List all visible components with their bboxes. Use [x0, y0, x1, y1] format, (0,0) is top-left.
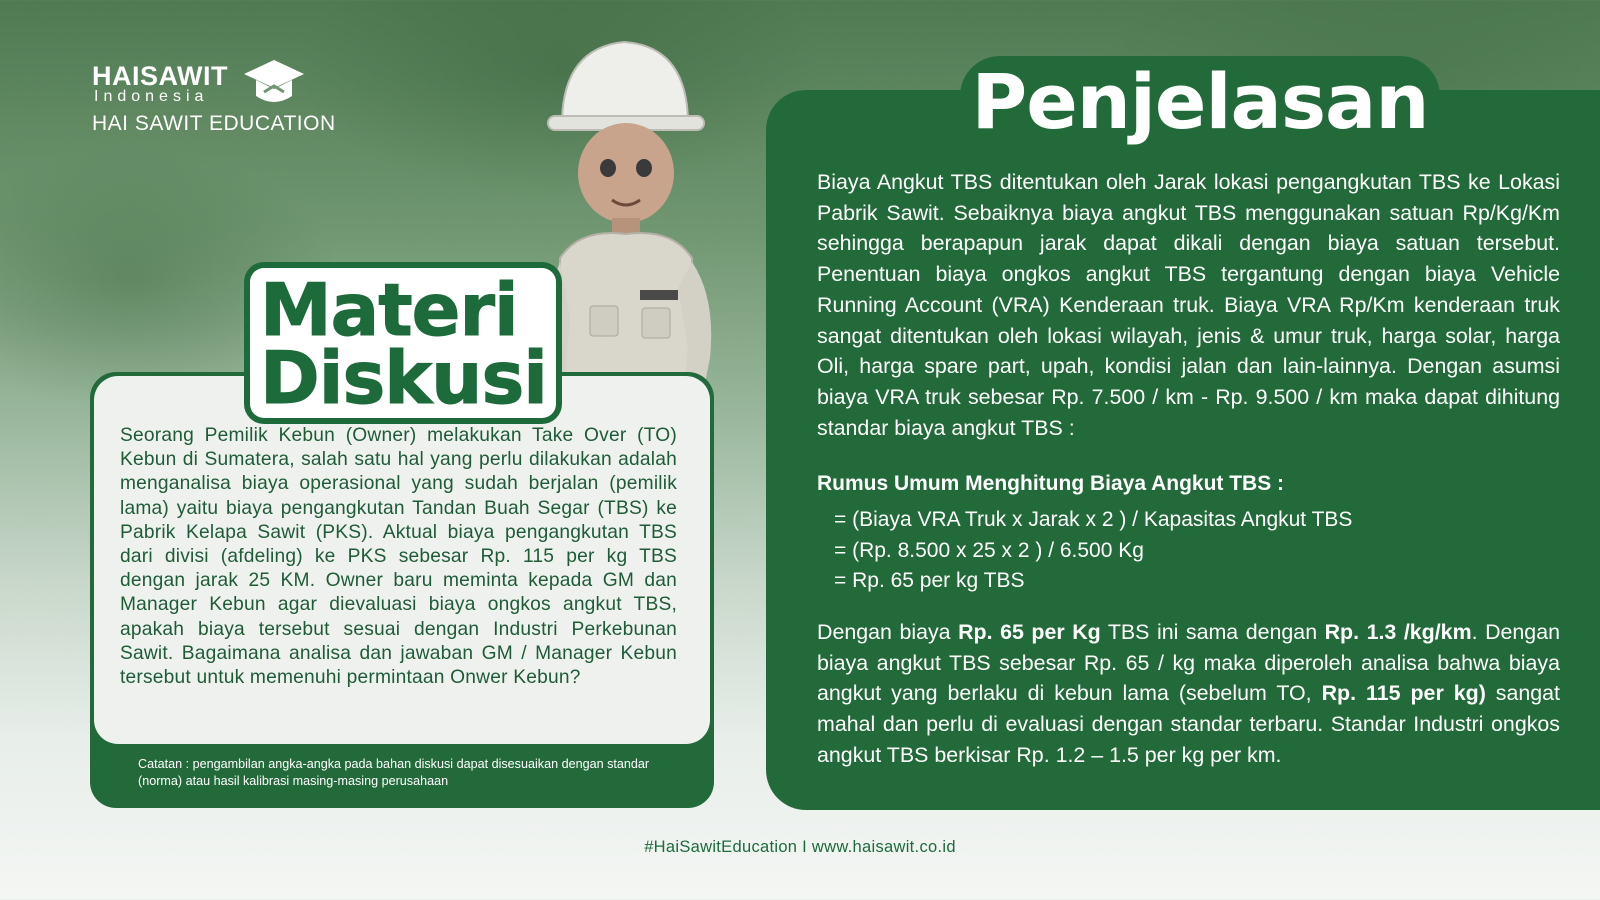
discussion-text: Seorang Pemilik Kebun (Owner) melakukan Take Over (TO) Kebun di Sumatera, salah satu hal yang perlu dilakukan adalah menganalisa biaya operasional yang sudah berjalan (pemilik lama) yaitu biaya pengangkutan Tandan Buah Segar (TBS) ke Pabrik Kelapa Sawit (PKS). Aktual biaya pengangkutan TBS dari divisi (afdeling) ke PKS sebesar Rp. 115 per kg TBS dengan jarak 25 KM. Owner baru meminta kepada GM dan Manager Kebun agar dievaluasi biaya ongkos angkut TBS, apakah biaya tersebut sesuai dengan Industri Perkebunan Sawit. Bagaimana analisa dan jawaban GM / Manager Kebun tersebut untuk memenuhi permintaan Onwer Kebun? [120, 425, 677, 689]
para2-text: TBS ini sama dengan [1100, 620, 1325, 644]
heading-materi-diskusi [260, 268, 547, 420]
heading-line-1: Materi [260, 268, 518, 352]
heading-line-2: Diskusi [260, 336, 547, 420]
graduation-cap-icon [242, 56, 306, 110]
formula-block [834, 505, 1352, 597]
formula-line: = (Biaya VRA Truk x Jarak x 2 ) / Kapasitas Angkut TBS [834, 508, 1353, 531]
formula-title: Rumus Umum Menghitung Biaya Angkut TBS : [817, 472, 1285, 495]
brand-edu: HAI SAWIT EDUCATION [92, 112, 336, 135]
para2-bold: Rp. 115 per kg) [1321, 681, 1486, 706]
brand-sub: Indonesia [94, 88, 209, 105]
brand-logo [92, 62, 336, 136]
explanation-paragraph-2 [817, 617, 1560, 771]
para2-bold: Rp. 65 per Kg [958, 620, 1101, 644]
para2-text: . Dengan biaya angkut TBS sebesar Rp. 65 / kg maka diperoleh analisa bahwa biaya angkut yang berlaku di kebun lama (sebelum TO, [817, 620, 1560, 706]
para2-bold: Rp. 1.3 /kg/km [1324, 620, 1472, 644]
brand-name: HAISAWIT [92, 61, 228, 91]
formula-line: = (Rp. 8.500 x 25 x 2 ) / 6.500 Kg [834, 538, 1144, 562]
para2-text: sangat mahal dan perlu di evaluasi dengan standar terbaru. Standar Industri ongkos angkut TBS berkisar Rp. 1.2 – 1.5 per kg per km. [817, 681, 1560, 767]
para2-text: Dengan biaya [817, 620, 959, 644]
footer-hashtag-url: #HaiSawitEducation I www.haisawit.co.id [644, 838, 956, 856]
discussion-note: Catatan : pengambilan angka-angka pada bahan diskusi dapat disesuaikan dengan standar (norma) atau hasil kalibrasi masing-masing perusahaan [138, 757, 650, 788]
explanation-title: Penjelasan [971, 57, 1429, 146]
explanation-paragraph-1: Biaya Angkut TBS ditentukan oleh Jarak lokasi pengangkutan TBS ke Lokasi Pabrik Sawit. Sebaiknya biaya angkut TBS menggunakan satuan Rp/Kg/Km sehingga berapapun jarak dapat dikali dengan biaya satuan tersebut. Penentuan biaya ongkos angkut TBS tergantung dengan biaya Vehicle Running Account (VRA) Kenderaan truk. Biaya VRA Rp/Km kenderaan truk sangat ditentukan oleh lokasi wilayah, jenis & umur truk, harga solar, harga Oli, harga spare part, upah, kondisi jalan dan lain-lainnya. Dengan asumsi biaya VRA truk sebesar Rp. 7.500 / km - Rp. 9.500 / km maka dapat dihitung standar biaya angkut TBS : [817, 170, 1560, 440]
formula-line: = Rp. 65 per kg TBS [834, 569, 1025, 593]
